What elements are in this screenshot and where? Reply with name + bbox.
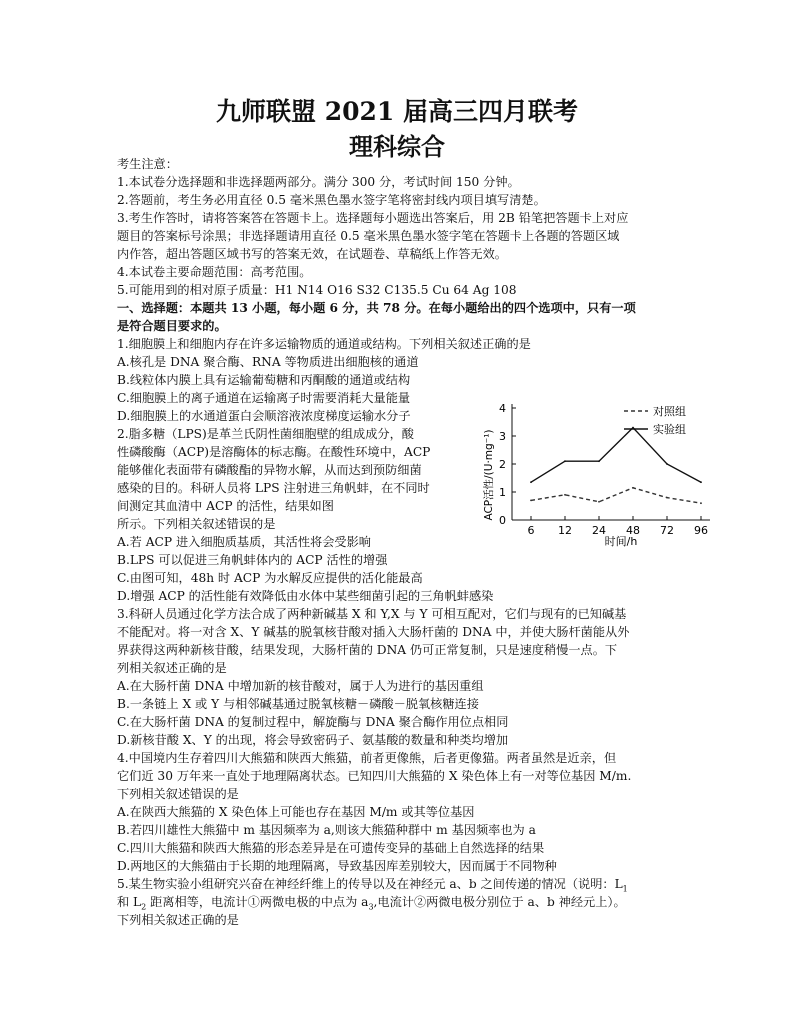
question-stem: 1.细胞膜上和细胞内存在许多运输物质的通道或结构。下列相关叙述正确的是: [117, 337, 531, 351]
answer-option: D.新核苷酸 X、Y 的出现，将会导致密码子、氨基酸的数量和种类均增加: [117, 733, 509, 747]
data-point: [564, 460, 566, 462]
data-point: [666, 463, 668, 465]
answer-option: C.由图可知，48h 时 ACP 为水解反应提供的活化能最高: [117, 571, 423, 585]
y-tick-label: 3: [499, 430, 506, 443]
acp-activity-chart: [478, 395, 718, 555]
answer-option: B.LPS 可以促进三角帆蚌体内的 ACP 活性的增强: [117, 553, 388, 567]
question-stem: 间测定其血清中 ACP 的活性，结果如图: [117, 499, 334, 513]
answer-option: C.细胞膜上的离子通道在运输离子时需要消耗大量能量: [117, 391, 411, 405]
y-tick-label: 2: [499, 458, 506, 471]
notice-item: 内作答，超出答题区域书写的答案无效，在试题卷、草稿纸上作答无效。: [117, 247, 507, 261]
x-tick-label: 48: [626, 524, 640, 537]
data-point: [632, 487, 634, 489]
question-stem: 4.中国境内生存着四川大熊猫和陕西大熊猫，前者更像熊，后者更像猫。两者虽然是近亲，但: [117, 751, 617, 765]
data-point: [598, 501, 600, 503]
control-series-line: [531, 488, 701, 503]
question-stem: 界获得这两种新核苷酸，结果发现，大肠杆菌的 DNA 仍可正常复制，只是速度稍慢一点。下: [117, 643, 618, 657]
answer-option: D.细胞膜上的水通道蛋白会顺溶液浓度梯度运输水分子: [117, 409, 411, 423]
y-tick-label: 1: [499, 486, 506, 499]
exam-subtitle: 理科综合: [349, 132, 445, 161]
data-point: [700, 481, 702, 483]
question-stem: 2.脂多糖（LPS)是革兰氏阴性菌细胞壁的组成成分，酸: [117, 427, 414, 441]
question-stem: 下列相关叙述错误的是: [117, 787, 239, 801]
answer-option: A.核孔是 DNA 聚合酶、RNA 等物质进出细胞核的通道: [117, 355, 419, 369]
exam-title: 九师联盟 2021 届高三四月联考: [216, 97, 578, 126]
notice-item: 5.可能用到的相对原子质量：H1 N14 O16 S32 C135.5 Cu 64 Ag 108: [117, 283, 517, 297]
legend-label: 实验组: [653, 423, 686, 436]
question-stem: 不能配对。将一对含 X、Y 碱基的脱氧核苷酸对插入大肠杆菌的 DNA 中，并使大肠杆菌能从外: [117, 625, 630, 639]
answer-option: A.若 ACP 进入细胞质基质，其活性将会受影响: [117, 535, 371, 549]
data-point: [666, 497, 668, 499]
section-heading: 是符合题目要求的。: [117, 319, 227, 333]
question-stem: 它们近 30 万年来一直处于地理隔离状态。已知四川大熊猫的 X 染色体上有一对等位基因 M/m.: [117, 769, 632, 783]
answer-option: C.四川大熊猫和陕西大熊猫的形态差异是在可遗传变异的基础上自然选择的结果: [117, 841, 545, 855]
notice-item: 4.本试卷主要命题范围：高考范围。: [117, 265, 312, 279]
y-axis-label: ACP活性/(U·mg⁻¹): [483, 429, 495, 521]
data-point: [598, 460, 600, 462]
question-stem: 下列相关叙述正确的是: [117, 913, 239, 927]
notice-heading: 考生注意：: [117, 157, 178, 171]
x-tick-label: 72: [660, 524, 674, 537]
answer-option: D.两地区的大熊猫由于长期的地理隔离，导致基因库差别较大，因而属于不同物种: [117, 859, 557, 873]
data-point: [700, 502, 702, 504]
question-stem: 性磷酸酶（ACP)是溶酶体的标志酶。在酸性环境中，ACP: [117, 445, 431, 459]
question-stem: 5.某生物实验小组研究兴奋在神经纤维上的传导以及在神经元 a、b 之间传递的情况（说明：$L_1$: [117, 877, 628, 894]
y-tick-label: 4: [499, 402, 506, 415]
x-tick-label: 12: [558, 524, 572, 537]
x-tick-label: 6: [527, 524, 535, 537]
question-stem: 和 $L_2$ 距离相等，电流计①两微电极的中点为 $a_3$,电流计②两微电极分别位于 a、b 神经元上）。: [117, 895, 626, 912]
x-tick-label: 24: [592, 524, 606, 537]
legend-label: 对照组: [653, 405, 686, 418]
question-stem: 3.科研人员通过化学方法合成了两种新碱基 X 和 Y,X 与 Y 可相互配对，它们与现有的已知碱基: [117, 607, 627, 621]
data-point: [564, 494, 566, 496]
data-point: [530, 500, 532, 502]
notice-item: 2.答题前，考生务必用直径 0.5 毫米黑色墨水签字笔将密封线内项目填写清楚。: [117, 193, 546, 207]
notice-item: 3.考生作答时，请将答案答在答题卡上。选择题每小题选出答案后，用 2B 铅笔把答题卡上对应: [117, 211, 629, 225]
x-axis-label: 时间/h: [604, 535, 638, 548]
notice-item: 1.本试卷分选择题和非选择题两部分。满分 300 分，考试时间 150 分钟。: [117, 175, 520, 189]
x-tick-label: 96: [694, 524, 708, 537]
data-point: [530, 481, 532, 483]
answer-option: B.若四川雄性大熊猫中 m 基因频率为 a,则该大熊猫种群中 m 基因频率也为 a: [117, 823, 536, 837]
question-stem: 感染的目的。科研人员将 LPS 注射进三角帆蚌，在不同时: [117, 481, 430, 495]
data-point: [632, 427, 634, 429]
question-stem: 列相关叙述正确的是: [117, 661, 227, 675]
answer-option: A.在大肠杆菌 DNA 中增加新的核苷酸对，属于人为进行的基因重组: [117, 679, 484, 693]
answer-option: B.线粒体内膜上具有运输葡萄糖和丙酮酸的通道或结构: [117, 373, 411, 387]
notice-item: 题目的答案标号涂黑；非选择题请用直径 0.5 毫米黑色墨水签字笔在答题卡上各题的答题区域: [117, 229, 620, 243]
answer-option: C.在大肠杆菌 DNA 的复制过程中，解旋酶与 DNA 聚合酶作用位点相同: [117, 715, 509, 729]
question-stem: 能够催化表面带有磷酸酯的异物水解，从而达到预防细菌: [117, 463, 422, 477]
y-tick-label: 0: [499, 514, 506, 527]
answer-option: B.一条链上 X 或 Y 与相邻碱基通过脱氧核糖－磷酸－脱氧核糖连接: [117, 697, 479, 711]
section-heading: 一、选择题：本题共 13 小题，每小题 6 分，共 78 分。在每小题给出的四个选项中，只有一项: [117, 301, 636, 315]
answer-option: D.增强 ACP 的活性能有效降低由水体中某些细菌引起的三角帆蚌感染: [117, 589, 494, 603]
question-stem: 所示。下列相关叙述错误的是: [117, 517, 276, 531]
answer-option: A.在陕西大熊猫的 X 染色体上可能也存在基因 M/m 或其等位基因: [117, 805, 475, 819]
